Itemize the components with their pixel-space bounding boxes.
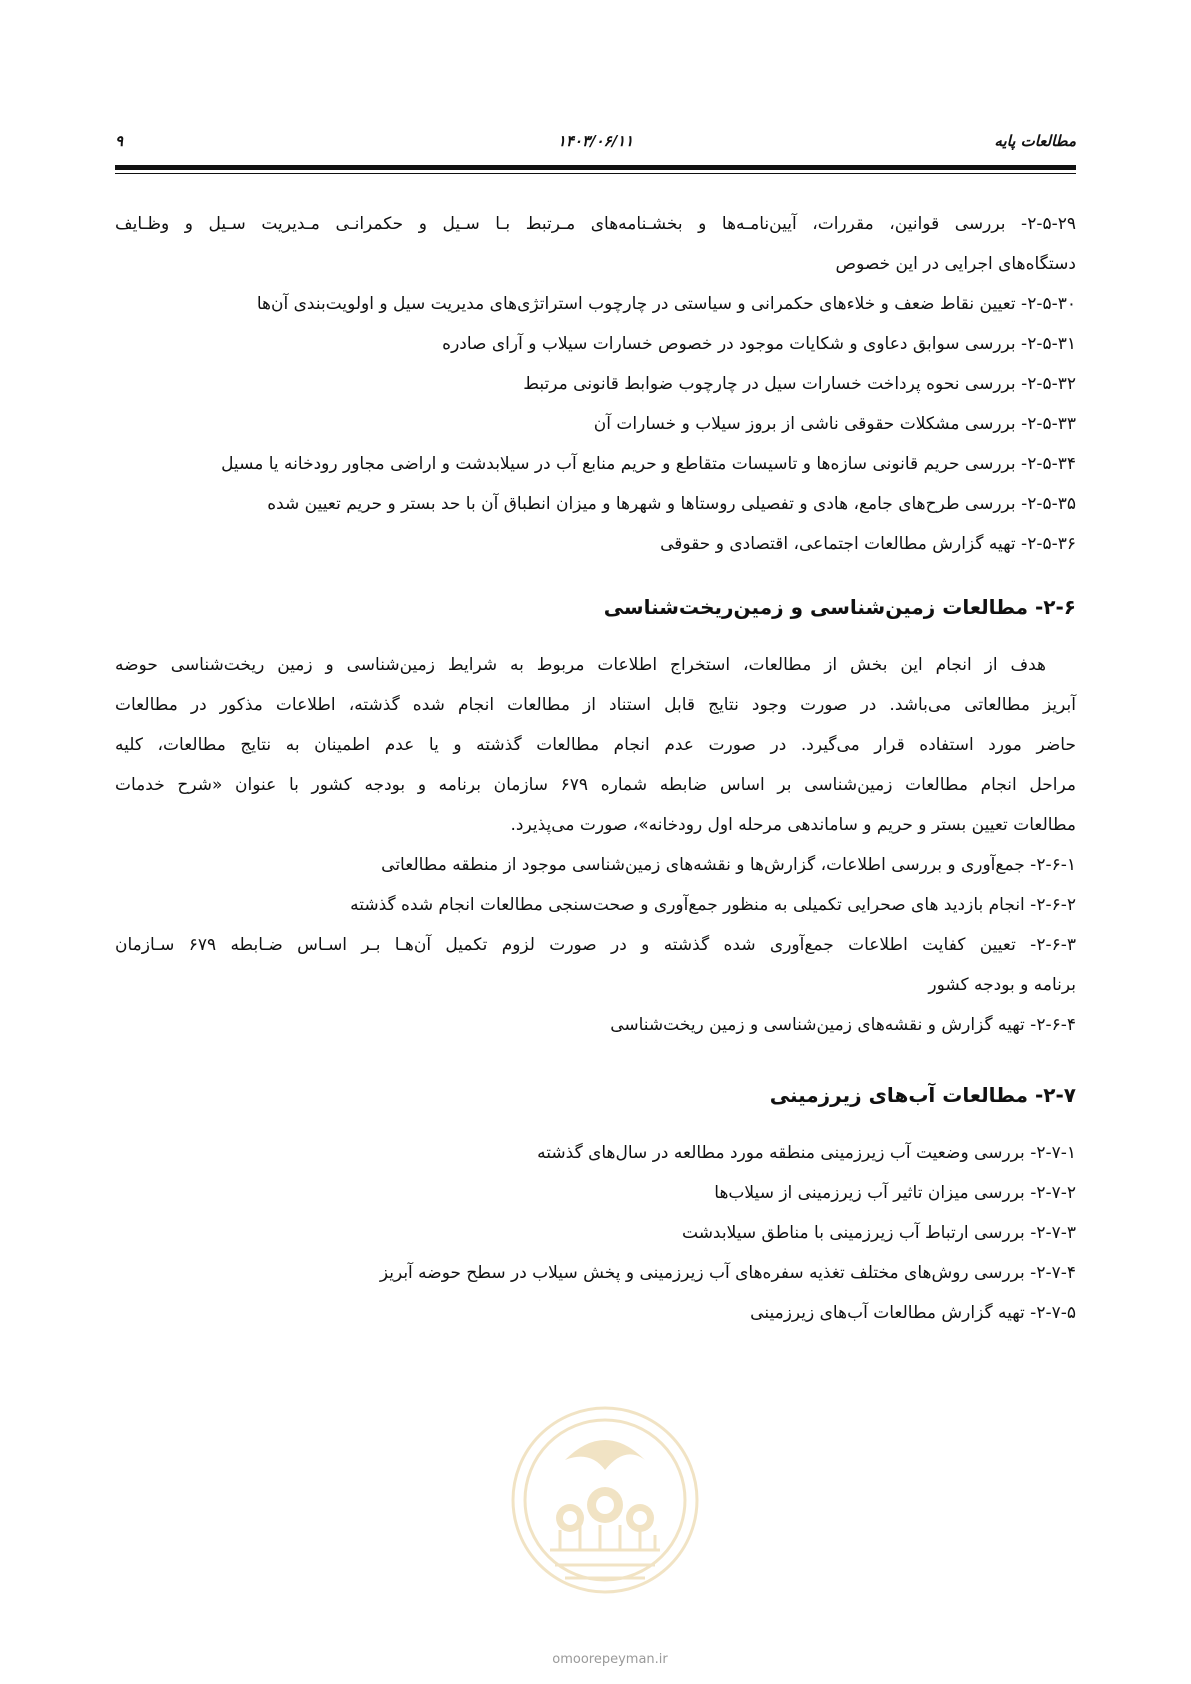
text-line: ۲-۷-۴- بررسی روش‌های مختلف تغذیه سفره‌های آب زیرزمینی و پخش سیلاب در سطح حوضه آبریز	[379, 1263, 1076, 1283]
page-header	[115, 132, 1076, 152]
text-line: ۲-۵-۳۵- بررسی طرح‌های جامع، هادی و تفصیلی روستاها و شهرها و میزان انطباق آن با حد بستر و حریم تعیین شده	[267, 494, 1076, 514]
section-heading-groundwater: ۲-۷- مطالعات آب‌های زیرزمینی	[769, 1083, 1076, 1107]
header-rule-thin	[115, 173, 1076, 174]
text-line: ۲-۷-۲- بررسی میزان تاثیر آب زیرزمینی از سیلاب‌ها	[714, 1183, 1076, 1203]
text-line: هدف از انجام این بخش از مطالعات، استخراج اطلاعات مربوط به شرایط زمین‌شناسی و زمین ریخت‌شناسی حوضه	[115, 655, 1046, 675]
groundwater-items-list	[115, 1133, 1076, 1333]
text-line: ۲-۶-۴- تهیه گزارش و نقشه‌های زمین‌شناسی و زمین ریخت‌شناسی	[610, 1015, 1076, 1035]
text-line: آبریز مطالعاتی می‌باشد. در صورت وجود نتایج قابل استناد از مطالعات انجام شده گذشته، اطلاعات مذکور در مطالعات	[115, 695, 1076, 715]
text-line: مراحل انجام مطالعات زمین‌شناسی بر اساس ضابطه شماره ۶۷۹ سازمان برنامه و بودجه کشور با عنوان «شرح خدمات	[115, 775, 1077, 795]
text-line: ۲-۷-۱- بررسی وضعیت آب زیرزمینی منطقه مورد مطالعه در سال‌های گذشته	[537, 1143, 1076, 1163]
watermark-url: omoorepeyman.ir	[552, 1652, 668, 1667]
text-line: ۲-۵-۳۲- بررسی نحوه پرداخت خسارات سیل در چارچوب ضوابط قانونی مرتبط	[523, 374, 1076, 394]
header-rule-thick	[115, 165, 1076, 170]
text-line: ۲-۵-۳۰- تعیین نقاط ضعف و خلاءهای حکمرانی و سیاستی در چارچوب استراتژی‌های مدیریت سیل و اولویت‌بندی آن‌ها	[256, 294, 1076, 314]
page-number: ۹	[115, 132, 124, 150]
text-line: حاضر مورد استفاده قرار می‌گیرد. در صورت عدم انجام مطالعات گذشته و یا عدم اطمینان به نتایج مطالعات، کلیه	[115, 735, 1076, 755]
text-line: ۲-۷-۵- تهیه گزارش مطالعات آب‌های زیرزمینی	[750, 1303, 1076, 1323]
section-heading-geology: ۲-۶- مطالعات زمین‌شناسی و زمین‌ریخت‌شناسی	[603, 595, 1076, 619]
text-line: برنامه و بودجه کشور	[928, 975, 1076, 995]
text-line: ۲-۵-۲۹- بررسی قوانین، مقررات، آیین‌نامـه‌ها و بخشـنامه‌های مـرتبط بـا سـیل و حکمرانـی مـدیریت سـیل و وظـایف	[115, 214, 1076, 234]
text-line: ۲-۵-۳۳- بررسی مشکلات حقوقی ناشی از بروز سیلاب و خسارات آن	[593, 414, 1076, 434]
header-title: مطالعات پایه	[994, 132, 1076, 150]
text-line: ۲-۶-۳- تعیین کفایت اطلاعات جمع‌آوری شده گذشته و در صورت لزوم تکمیل آن‌هـا بـر اسـاس ضـابطه ۶۷۹ سـازمان	[115, 935, 1076, 955]
geology-paragraph	[115, 645, 1076, 845]
text-line: ۲-۵-۳۶- تهیه گزارش مطالعات اجتماعی، اقتصادی و حقوقی	[660, 534, 1076, 554]
text-line: ۲-۵-۳۴- بررسی حریم قانونی سازه‌ها و تاسیسات متقاطع و حریم منابع آب در سیلابدشت و اراضی مجاور رودخانه یا مسیل	[221, 454, 1076, 474]
text-line: ۲-۶-۱- جمع‌آوری و بررسی اطلاعات، گزارش‌ها و نقشه‌های زمین‌شناسی موجود از منطقه مطالعاتی	[381, 855, 1076, 875]
geology-items-list	[115, 845, 1076, 1045]
text-line: مطالعات تعیین بستر و حریم و ساماندهی مرحله اول رودخانه»، صورت می‌پذیرد.	[510, 815, 1076, 835]
text-line: دستگاه‌های اجرایی در این خصوص	[835, 254, 1076, 274]
page-content	[115, 204, 1076, 1333]
header-date: ۱۴۰۳/۰۶/۱۱	[557, 132, 634, 150]
legal-items-list	[115, 204, 1076, 564]
text-line: ۲-۶-۲- انجام بازدید های صحرایی تکمیلی به منظور جمع‌آوری و صحت‌سنجی مطالعات انجام شده گذشته	[350, 895, 1076, 915]
gear-seal-logo-icon	[505, 1400, 705, 1600]
text-line: ۲-۵-۳۱- بررسی سوابق دعاوی و شکایات موجود در خصوص خسارات سیلاب و آرای صادره	[442, 334, 1076, 354]
text-line: ۲-۷-۳- بررسی ارتباط آب زیرزمینی با مناطق سیلابدشت	[682, 1223, 1076, 1243]
